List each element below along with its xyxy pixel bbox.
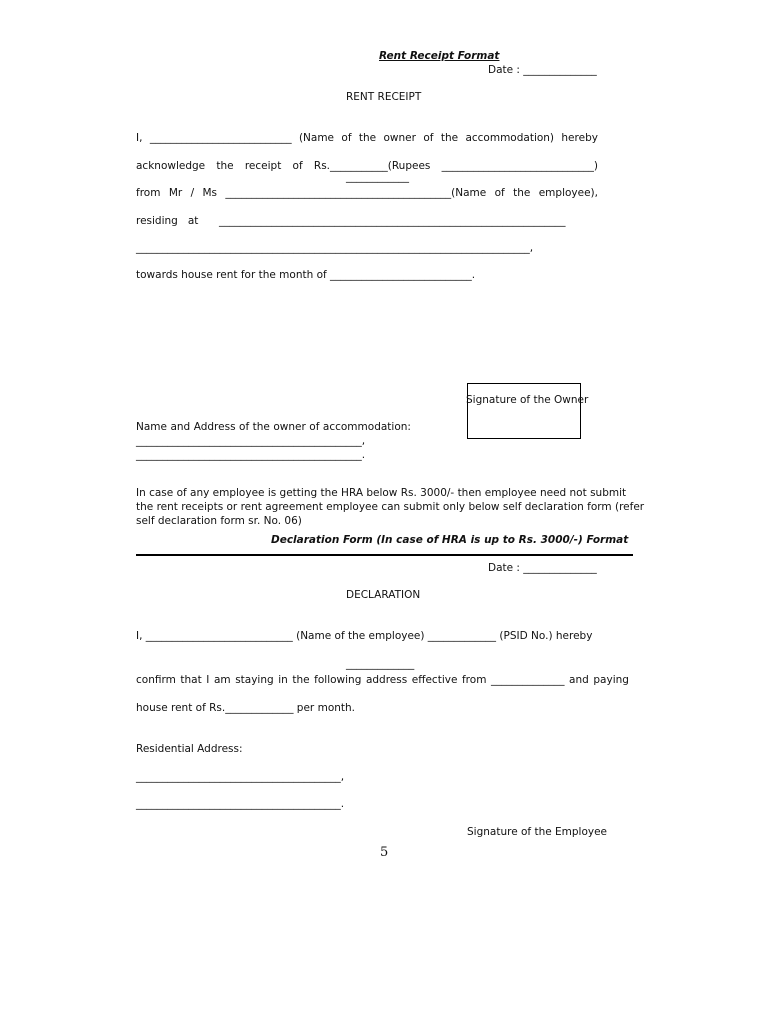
owner-name-address-label-word: of [309,421,320,433]
declaration-address-effective-line-word: ______________ [490,674,565,686]
receipt-owner-line-word: of [341,132,352,144]
owner-name-address-label-word: Address [193,421,236,433]
receipt-employee-line-word: from [136,187,161,199]
owner-name-address-label-word: and [170,421,191,433]
declaration-address-effective-line-word: effective [411,674,458,686]
declaration-address-effective-line-word: I [206,674,210,686]
owner-name-address-label [136,420,411,434]
declaration-address-effective-line-word: from [461,674,487,686]
receipt-owner-line-word: the [440,132,459,144]
receipt-residing-label: residing at [136,215,199,227]
declaration-address-effective-line-word: the [292,674,310,686]
receipt-residing-blank: __________________________________________________________________ [219,215,566,227]
employee-signature-label: Signature of the Employee [467,826,608,838]
declaration-address-effective-line-word: paying [593,674,629,686]
receipt-owner-line-word: I, [136,132,143,144]
residential-address-line-1: _______________________________________, [136,771,345,783]
owner-address-line-1: ___________________________________________, [136,435,366,447]
declaration-rent-line: house rent of Rs._____________ per month. [136,702,356,714]
receipt-owner-line-word: the [358,132,377,144]
receipt-employee-line-word: / [190,187,195,199]
declaration-address-effective-line-word: following [314,674,362,686]
page-number: 5 [380,845,389,860]
receipt-address-blank: ___________________________________________________________________________, [136,242,534,254]
receipt-employee-line-word: the [513,187,531,199]
receipt-amount-line-word: receipt [244,160,282,172]
declaration-address-effective-line-word: staying [235,674,274,686]
receipt-amount-line-word: acknowledge [136,160,206,172]
receipt-date-line: Date : ______________ [488,64,597,76]
declaration-address-effective-line-word: address [365,674,408,686]
declaration-address-effective-line [136,673,629,687]
declaration-address-effective-line-word: am [213,674,231,686]
hra-note-paragraph: In case of any employee is getting the HRA below Rs. 3000/- then employee need not submit the rent receipts or rent agreement employee can submit only below self declaration form (refer self declaration form sr. No. 06) [136,487,645,527]
rent-receipt-format-heading: Rent Receipt Format [379,50,500,62]
receipt-employee-line-word: of [494,187,505,199]
receipt-employee-line-word: employee), [538,187,598,199]
declaration-address-effective-line-word: confirm [136,674,176,686]
declaration-address-effective-line-word: that [180,674,202,686]
receipt-owner-line-word: hereby [561,132,598,144]
receipt-amount-line-word: _____________________________) [441,160,598,172]
owner-address-line-2: ___________________________________________. [136,449,366,461]
receipt-employee-line-word: Mr [168,187,183,199]
declaration-date-line: Date : ______________ [488,562,597,574]
receipt-owner-line-word: accommodation) [465,132,555,144]
owner-name-address-label-word: accommodation: [322,421,411,433]
owner-name-address-label-word: the [252,421,270,433]
declaration-form-heading: Declaration Form (In case of HRA is up to Rs. 3000/-) Format [271,534,629,546]
receipt-amount-continuation: ____________ [346,171,409,183]
owner-signature-box [466,383,589,439]
declaration-address-effective-line-word: in [278,674,288,686]
residential-address-label: Residential Address: [136,743,243,755]
receipt-amount-line-word: Rs.___________(Rupees [313,160,431,172]
receipt-owner-line [136,131,598,145]
declaration-psid-continuation: _____________ [346,658,415,670]
owner-name-address-label-word: owner [273,421,306,433]
receipt-owner-line-word: ___________________________ [149,132,292,144]
declaration-address-effective-line-word: and [569,674,589,686]
rent-receipt-title: RENT RECEIPT [346,91,422,103]
owner-signature-label: Signature of the Owner [466,394,589,406]
receipt-owner-line-word: owner [383,132,416,144]
receipt-owner-line-word: (Name [298,132,335,144]
declaration-title: DECLARATION [346,589,421,601]
receipt-employee-line [136,186,598,200]
section-divider [136,554,633,556]
receipt-owner-line-word: of [423,132,434,144]
owner-name-address-label-word: Name [136,421,167,433]
receipt-month-line: towards house rent for the month of ___________________________. [136,269,476,281]
receipt-amount-line-word: of [292,160,303,172]
receipt-employee-line-word: ___________________________________________(Name [225,187,487,199]
residential-address-line-2: _______________________________________. [136,798,345,810]
receipt-employee-line-word: Ms [202,187,218,199]
owner-name-address-label-word: of [239,421,250,433]
receipt-amount-line-word: the [216,160,234,172]
declaration-employee-line: I, ____________________________ (Name of the employee) _____________ (PSID No.) hereby [136,630,593,642]
